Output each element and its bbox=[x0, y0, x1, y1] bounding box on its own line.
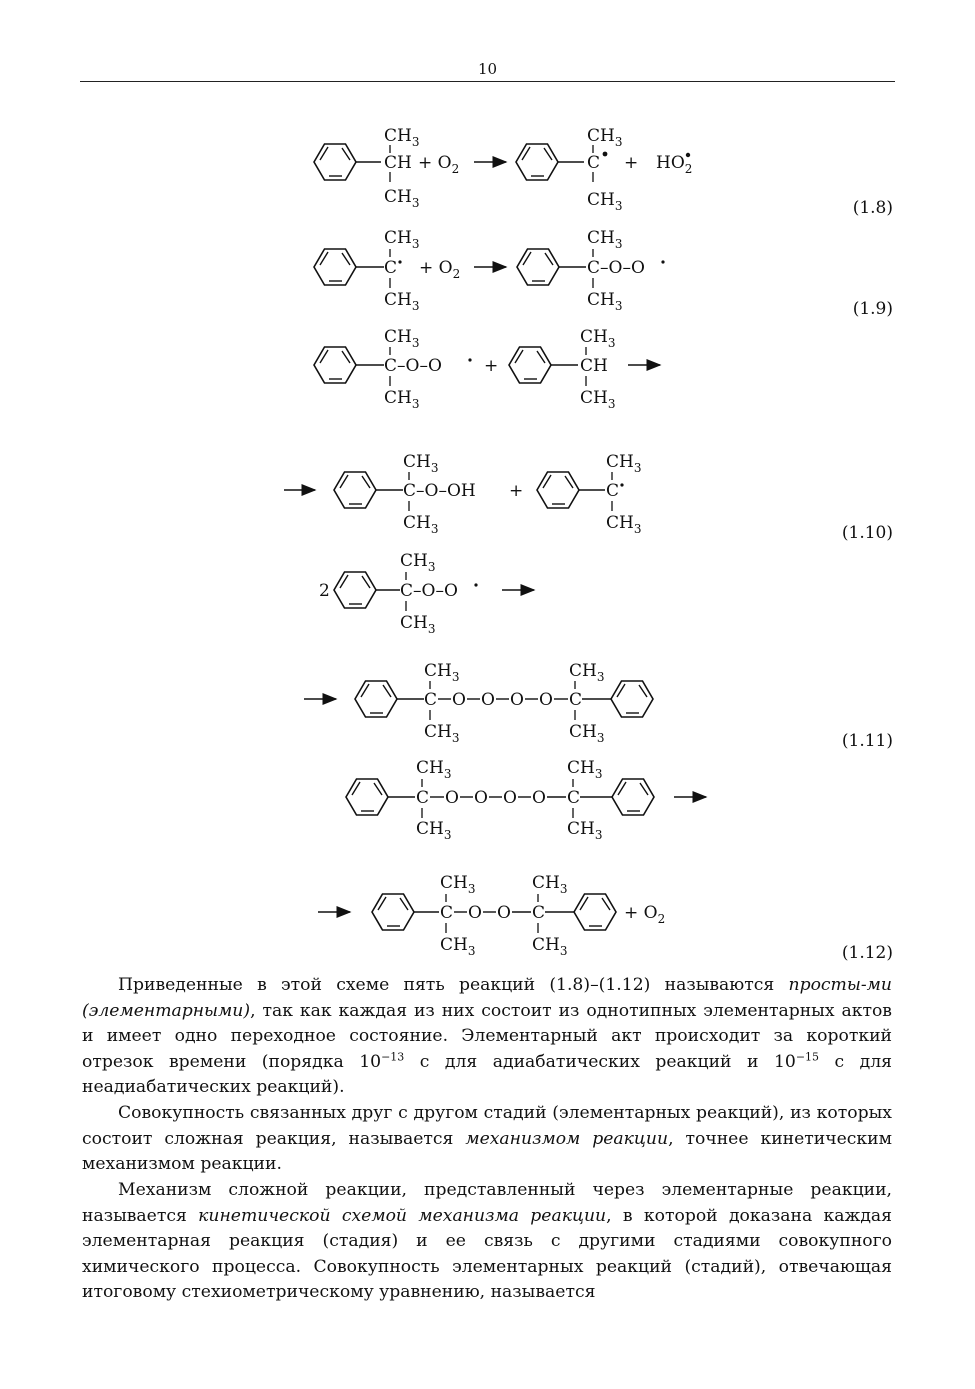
ch3-label: $CH_3$ bbox=[587, 126, 623, 149]
ch3-label: $CH_3$ bbox=[384, 228, 420, 251]
ch3-label: $CH_3$ bbox=[403, 513, 439, 536]
ch3-label: $CH_3$ bbox=[424, 722, 460, 745]
c-label: C bbox=[606, 481, 620, 501]
reaction-1-12-reactant bbox=[346, 758, 706, 842]
ch3-label: $CH_3$ bbox=[384, 388, 420, 411]
ch3-label: $CH_3$ bbox=[587, 290, 623, 313]
ch3-label: $CH_3$ bbox=[587, 190, 623, 213]
ch3-label: $CH_3$ bbox=[400, 613, 436, 636]
reaction-1-9 bbox=[314, 228, 665, 313]
c-label: C bbox=[567, 788, 581, 808]
equation-number-1-8: (1.8) bbox=[852, 198, 893, 218]
ch3-label: $CH_3$ bbox=[567, 758, 603, 781]
reaction-1-10-products bbox=[284, 452, 641, 536]
ch3-label: $CH_3$ bbox=[440, 873, 476, 896]
ch3-label: $CH_3$ bbox=[569, 722, 605, 745]
reaction-1-11-reactant bbox=[319, 551, 534, 636]
ch3-label: $CH_3$ bbox=[416, 819, 452, 842]
benzene-ring bbox=[334, 572, 376, 608]
radical-dot bbox=[468, 358, 471, 361]
benzene-ring bbox=[516, 144, 558, 180]
ch3-label: $CH_3$ bbox=[440, 935, 476, 958]
paragraph-3: Механизм сложной реакции, представленный через элементарные реакции, называется кинетической схемой механизма реакции, в которой доказана каждая элементарная реакция (стадия) и ее связь с другими стадиями совокупного химического процесса. Совокупность элементарных реакций (стадий), отвечающая итоговому стехиометрическому уравнению, называется bbox=[82, 1180, 892, 1302]
ch-label: CH bbox=[580, 356, 608, 376]
reaction-1-12-products bbox=[318, 873, 665, 958]
ch3-label: $CH_3$ bbox=[384, 290, 420, 313]
ch3-label: $CH_3$ bbox=[416, 758, 452, 781]
ch3-label: $CH_3$ bbox=[606, 513, 642, 536]
ch3-label: $CH_3$ bbox=[606, 452, 642, 475]
o-label: O bbox=[503, 788, 517, 808]
c-label: C bbox=[440, 903, 454, 923]
ch3-label: $CH_3$ bbox=[384, 126, 420, 149]
plus-sign: + bbox=[484, 356, 499, 376]
benzene-ring bbox=[314, 249, 356, 285]
ch3-label: $CH_3$ bbox=[424, 661, 460, 684]
equation-number-1-12: (1.12) bbox=[841, 943, 893, 963]
benzene-ring bbox=[574, 894, 616, 930]
ch-label: CH bbox=[384, 153, 412, 173]
radical-dot bbox=[686, 153, 690, 157]
ch3-label: $CH_3$ bbox=[532, 935, 568, 958]
o-label: O bbox=[510, 690, 524, 710]
paragraph-1: Приведенные в этой схеме пять реакций (1.8)–(1.12) называются просты-ми (элементарными), так как каждая из них состоит из однотипных элементарных актов и имеет одно переходное состояние. Элементарный акт происходит за короткий отрезок времени (порядка $10^{-13}$ с для адиабатических реакций и $10^{-15}$ с для неадиабатических реакций). bbox=[82, 975, 893, 1097]
c-o-o-label: C–O–O bbox=[587, 258, 645, 278]
equation-number-1-9: (1.9) bbox=[852, 299, 893, 319]
ch3-label: $CH_3$ bbox=[569, 661, 605, 684]
o2-label: + $O_2$ bbox=[418, 153, 460, 176]
o-label: O bbox=[481, 690, 495, 710]
plus-sign: + bbox=[509, 481, 524, 501]
o-label: O bbox=[539, 690, 553, 710]
c-o-o-label: C–O–O bbox=[384, 356, 442, 376]
benzene-ring bbox=[334, 472, 376, 508]
radical-dot bbox=[661, 260, 664, 263]
ch3-label: $CH_3$ bbox=[587, 228, 623, 251]
benzene-ring bbox=[314, 144, 356, 180]
reaction-1-10-reactants bbox=[314, 327, 660, 411]
ch3-label: $CH_3$ bbox=[532, 873, 568, 896]
radical-dot bbox=[620, 483, 623, 486]
benzene-ring bbox=[355, 681, 397, 717]
o-label: O bbox=[445, 788, 459, 808]
benzene-ring bbox=[372, 894, 414, 930]
ch3-label: $CH_3$ bbox=[580, 388, 616, 411]
o2-label: + $O_2$ bbox=[419, 258, 461, 281]
c-label: C bbox=[587, 153, 601, 173]
benzene-ring bbox=[612, 779, 654, 815]
o2-label: + $O_2$ bbox=[624, 903, 666, 926]
c-o-o-label: C–O–O bbox=[400, 581, 458, 601]
c-o-oh-label: C–O–OH bbox=[403, 481, 476, 501]
ch3-label: $CH_3$ bbox=[384, 327, 420, 350]
page-number: 10 bbox=[477, 60, 498, 78]
coefficient: 2 bbox=[319, 581, 330, 601]
benzene-ring bbox=[517, 249, 559, 285]
benzene-ring bbox=[537, 472, 579, 508]
ho2-label: $HO_2$ bbox=[656, 153, 693, 176]
c-label: C bbox=[384, 258, 398, 278]
reaction-1-11-product bbox=[304, 661, 653, 745]
c-label: C bbox=[416, 788, 430, 808]
equation-number-1-11: (1.11) bbox=[841, 731, 893, 751]
c-label: C bbox=[569, 690, 583, 710]
paragraph-2: Совокупность связанных друг с другом стадий (элементарных реакций), из которых состоит сложная реакция, называется механизмом реакции, точнее кинетическим механизмом реакции. bbox=[82, 1103, 892, 1174]
radical-dot bbox=[603, 152, 608, 157]
o-label: O bbox=[532, 788, 546, 808]
c-label: C bbox=[424, 690, 438, 710]
benzene-ring bbox=[509, 347, 551, 383]
benzene-ring bbox=[346, 779, 388, 815]
radical-dot bbox=[474, 583, 477, 586]
o-label: O bbox=[452, 690, 466, 710]
reaction-1-8 bbox=[314, 126, 692, 213]
ch3-label: $CH_3$ bbox=[567, 819, 603, 842]
ch3-label: $CH_3$ bbox=[400, 551, 436, 574]
ch3-label: $CH_3$ bbox=[580, 327, 616, 350]
radical-dot bbox=[398, 260, 401, 263]
benzene-ring bbox=[611, 681, 653, 717]
ch3-label: $CH_3$ bbox=[403, 452, 439, 475]
ch3-label: $CH_3$ bbox=[384, 187, 420, 210]
plus-sign: + bbox=[624, 153, 639, 173]
o-label: O bbox=[474, 788, 488, 808]
o-label: O bbox=[497, 903, 511, 923]
benzene-ring bbox=[314, 347, 356, 383]
o-label: O bbox=[468, 903, 482, 923]
c-label: C bbox=[532, 903, 546, 923]
equation-number-1-10: (1.10) bbox=[841, 523, 893, 543]
